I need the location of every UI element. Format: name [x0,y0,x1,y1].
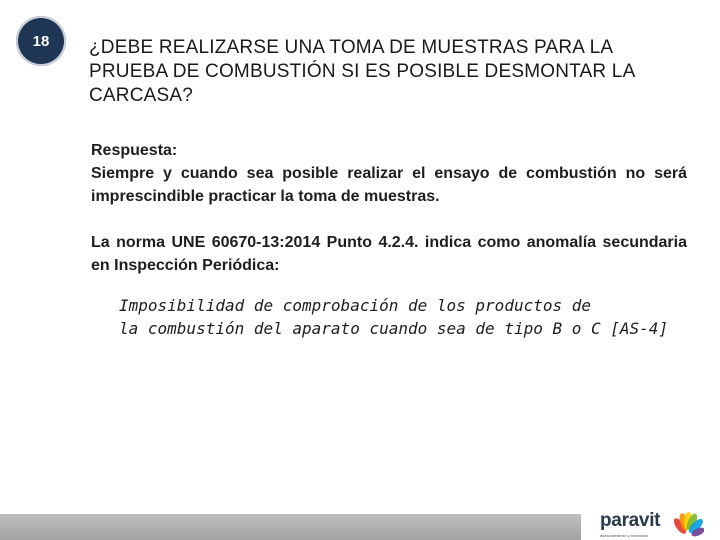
logo-petals-icon [670,508,704,540]
quote-line-1: Imposibilidad de comprobación de los productos de [119,296,592,315]
slide-title: ¿DEBE REALIZARSE UNA TOMA DE MUESTRAS PARA LA PRUEBA DE COMBUSTIÓN SI ES POSIBLE DESMONTAR LA CARCASA? [89,37,635,106]
quote-line-2: la combustión del aparato cuando sea de tipo B o C [AS-4] [119,319,669,338]
answer-heading: Respuesta: [91,142,178,159]
norm-text: La norma UNE 60670-13:2014 Punto 4.2.4. indica como anomalía secundaria en Inspección Periódica: [91,234,687,274]
logo-tagline: asesoramiento y formación [600,533,649,538]
answer-block [91,139,687,277]
norm-quote [119,294,679,340]
logo-wordmark: paravit [600,510,661,531]
slide-number-badge [16,16,66,66]
paravit-logo [598,508,710,540]
answer-text: Siempre y cuando sea posible realizar el ensayo de combustión no será imprescindible practicar la toma de muestras. [91,165,687,205]
slide-number: 18 [32,32,50,50]
spacer [91,208,687,231]
footer-bar [0,514,581,540]
